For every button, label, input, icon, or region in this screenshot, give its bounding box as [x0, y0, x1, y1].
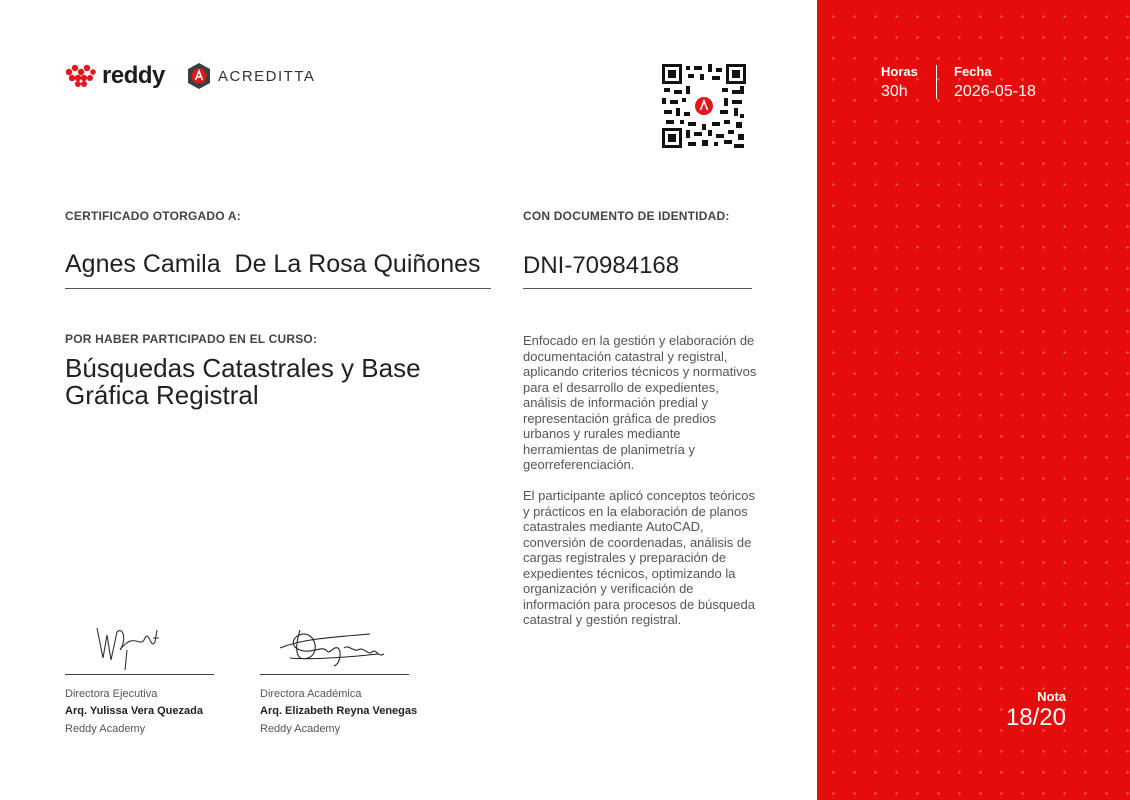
course-label: POR HABER PARTICIPADO EN EL CURSO: [65, 332, 318, 346]
signature-line-2 [260, 674, 409, 675]
name-underline [65, 288, 491, 289]
signer-2-role: Directora Académica [260, 688, 362, 700]
signer-2-org: Reddy Academy [260, 723, 341, 735]
recipient-name: Agnes Camila De La Rosa Quiñones [65, 250, 481, 278]
side-panel [817, 0, 1130, 800]
reddy-logo [64, 62, 165, 90]
reddy-logo-icon [64, 63, 96, 89]
grade-label: Nota [1037, 689, 1066, 704]
signature-2 [260, 620, 410, 675]
acreditta-logo-icon [186, 62, 212, 90]
hours-value: 30h [881, 83, 908, 100]
date-value: 2026-05-18 [954, 83, 1036, 100]
signer-1-role: Directora Ejecutiva [65, 688, 158, 700]
grade-value: 18/20 [1005, 704, 1066, 731]
id-value: DNI-70984168 [523, 252, 680, 279]
signature-1 [65, 620, 215, 675]
acreditta-logo [186, 62, 315, 90]
id-label: CON DOCUMENTO DE IDENTIDAD: [523, 209, 730, 223]
signer-2-name: Arq. Elizabeth Reyna Venegas [260, 705, 418, 717]
signature-line-1 [65, 674, 214, 675]
id-underline [523, 288, 752, 289]
reddy-wordmark: reddy [102, 62, 165, 89]
acreditta-wordmark: ACREDITTA [218, 67, 316, 85]
hours-label: Horas [881, 64, 918, 79]
course-title: Búsquedas Catastrales y Base Gráfica Registral [65, 353, 421, 410]
awarded-to-label: CERTIFICADO OTORGADO A: [65, 209, 241, 223]
signer-1-name: Arq. Yulissa Vera Quezada [65, 705, 203, 717]
qr-code[interactable] [662, 64, 746, 148]
signer-1-org: Reddy Academy [65, 723, 146, 735]
side-divider [936, 65, 937, 99]
date-label: Fecha [954, 64, 992, 79]
course-description-1: Enfocado en la gestión y elaboración de documentación catastral y registral, aplicando criterios técnicos y normativos para el desarrollo de expedientes, análisis de información predial y representación gráfica de predios urbanos y rurales mediante herramientas de planimetría y georreferenciación. [523, 333, 757, 472]
course-description-2: El participante aplicó conceptos teóricos y prácticos en la elaboración de planos catastrales mediante AutoCAD, conversión de coordenadas, análisis de cargas registrales y preparación de expedientes técnicos, optimizando la organización y verificación de información para procesos de búsqueda catastral y gestión registral. [523, 488, 755, 627]
